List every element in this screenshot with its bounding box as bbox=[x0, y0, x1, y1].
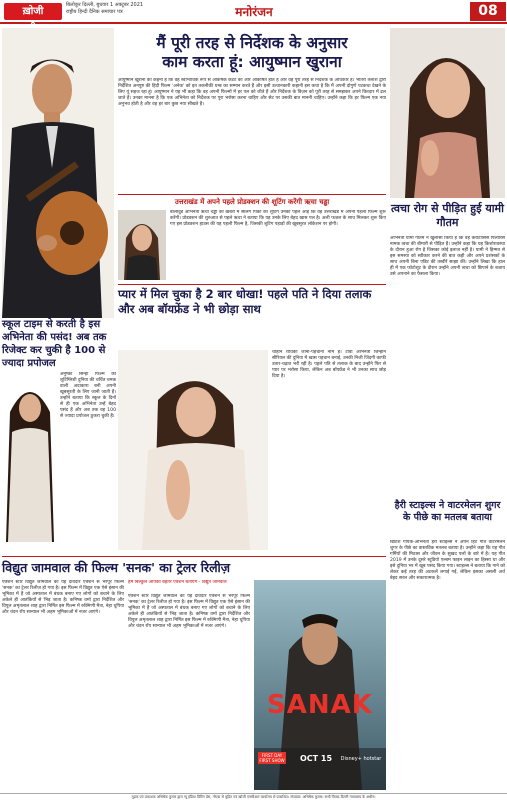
love-story-photo bbox=[118, 350, 268, 550]
sanak-body: एक्शन स्टार विद्युत जामवाल का यह दावेदार एक्शन से भरपूर फिल्म 'सनक' का ट्रेलर रिलीज हो गया है। इस फिल्म में विद्युत एक ऐसे इंसान की भूमिका में हैं जो अस्पताल में बंधक बनाए गए लोगों को बचाने के लिए अकेले ही आतंकियों से भिड़ जाता है। कनिष्क वर्मा द्वारा निर्देशित और विपुल अमृतलाल शाह द्वारा निर्मित इस फिल्म में रुक्मिणी मैत्रा, नेहा धूपिया और चंदन रॉय सान्याल भी अहम भूमिकाओं में नजर आएंगे। bbox=[2, 580, 124, 615]
poster-platform: Disney+ hotstar bbox=[340, 756, 382, 762]
divider bbox=[118, 284, 386, 285]
harry-headline: हैरी स्टाइल्स ने वाटरमेलन शुगर के पीछे का मतलब बताया bbox=[394, 500, 501, 523]
love-body: चौहान राधिका जाना-पहचाना नाम हैं। टीवी अभिनेत्री जिन्होंने सीरियल की दुनिया में खास पहचान बनाई, उनकी निजी जिंदगी काफी उतार-चढ़ाव भरी रही है। पहले पति से तलाक के बाद उन्होंने फिर से प्यार पर भरोसा किया, लेकिन अब बॉयफ्रेंड ने भी उनका साथ छोड़ दिया है। bbox=[272, 350, 386, 379]
lead-headline-line1: मैं पूरी तरह से निर्देशक के अनुसार bbox=[156, 34, 348, 52]
page-number: 08 bbox=[470, 2, 506, 21]
school-body: अनुष्का सिन्हा फिल्म की शूटिंग्लिशी दुनिया की चर्चित चमक वाली अदाकारा बनी अपनी खूबसूरती के लिए जानी जाती हैं। उन्होंने बताया कि स्कूल के दिनों से ही एक अभिनेता उन्हें बेहद पसंद हैं और अब तक वह 100 से ज्यादा प्रपोजल ठुकरा चुकी हैं। bbox=[60, 372, 116, 419]
actress-photo bbox=[2, 372, 58, 542]
sanak-subhead: हम बिल्कुल आपको बेहतर एक्शन बतायेंगे - विद्युत जामवाल bbox=[128, 580, 227, 585]
school-headline: स्कूल टाइम से करती है इस अभिनेता की पसंद! अब तक रिजेक्ट कर चुकी है 100 से ज्यादा प्रपोजल bbox=[2, 319, 107, 369]
divider bbox=[2, 556, 386, 557]
yami-body: अभिनेत्री यामी गौतम ने खुलासा किया है कि वह केराटोसिस पिलारिस नामक त्वचा की बीमारी से पीड़ित हैं। उन्होंने कहा कि यह किशोरावस्था के दौरान हुआ रोग है जिसका कोई इलाज नहीं है। यामी ने हिम्मत से इस समस्या को स्वीकार करने की बात कही और अपने प्रशंसकों के साथ अपनी बिना एडिट की तस्वीरें साझा कीं। उन्होंने लिखा कि हाल ही में एक फोटोशूट के दौरान उन्होंने अपनी त्वचा को छिपाने के बजाय उसे अपनाने का फैसला किया। bbox=[390, 236, 505, 277]
section-title: मनोरंजन bbox=[235, 5, 273, 19]
sanak-headline: विद्युत जामवाल की फिल्म 'सनक' का ट्रेलर रिलीज़ bbox=[2, 560, 231, 575]
footer-imprint: मुद्रक एवं प्रकाशक अभिषेक कुमार द्वारा न्यू इंडिया प्रिंटिंग प्रेस, नोएडा से मुद्रित एवं ख़ोजी एनसीआर कार्यालय से प्रकाशित। संपादक: अभिषेक कुमार। सभी विवाद दिल्ली न्यायालय के अधीन। bbox=[0, 793, 507, 800]
love-headline: प्यार में मिल चुका है 2 बार धोखा! पहले पति ने दिया तलाक और अब बॉयफ्रेंड ने भी छोड़ा साथ bbox=[118, 287, 372, 316]
sanak-body-cont: एक्शन स्टार विद्युत जामवाल का यह दावेदार एक्शन से भरपूर फिल्म 'सनक' का ट्रेलर रिलीज हो गया है। इस फिल्म में विद्युत एक ऐसे इंसान की भूमिका में हैं जो अस्पताल में बंधक बनाए गए लोगों को बचाने के लिए अकेले ही आतंकियों से भिड़ जाता है। कनिष्क वर्मा द्वारा निर्देशित और विपुल अमृतलाल शाह द्वारा निर्मित इस फिल्म में रुक्मिणी मैत्रा, नेहा धूपिया और चंदन रॉय सान्याल भी अहम भूमिकाओं में नजर आएंगे। bbox=[128, 594, 250, 629]
lead-body: आयुष्मान खुराना का कहना है कि वह स्वाभाविक रूप से आकर्षक कंटेंट की ओर आकर्षित होते हैं और वह पूरी तरह से निर्देशक के अधिकार हैं। भीतरा तलाश द्वारा निर्देशित अनपुष्ट की हिंदी फिल्म 'अनेक' को इत तकनीकी धम्ब का सम्मान करते हैं और इसी उत्थानकारी कहानी इस कथा है कि मैं अपनी दोगुणे पटकथा देखने के लिए यूं सहज रहा हूं। आयुष्मान ने यह भी कहा कि वह अपनी फिल्मों में हर पल को जीते हैं और निर्देशक के विज़न को पूरी तरह से समझकर अपने किरदार में ढल जाते हैं। उनका मानना है कि एक अभिनेता को निर्देशक पर पूरा भरोसा करना चाहिए और सेट पर उसकी बात माननी चाहिए। उन्होंने कहा कि हर फिल्म एक नया अनुभव होती है और वह हर बार कुछ नया सीखते हैं। bbox=[118, 78, 386, 107]
poster-badge: FIRST DAY FIRST SHOW bbox=[259, 753, 285, 763]
yami-photo bbox=[390, 28, 505, 198]
divider bbox=[118, 194, 386, 195]
masthead-date: बिलोकुर दिल्ली, बुधवार 1 अक्टूबर 2021 bbox=[66, 2, 144, 8]
richa-photo bbox=[118, 210, 166, 280]
richa-headline: उत्तराखंड में अपने पहले प्रोडक्शन की शूटिंग करेंगी ऋचा चड्ढा bbox=[174, 198, 330, 206]
newspaper-logo: ख़ोजी bbox=[4, 3, 62, 20]
richa-body: बॉलीवुड अभिनेत्री ऋचा चड्ढा को खबरों में सैलिंग पिंकी की शूटिंग उनकी पहले आई कि वह उत्तराखंड में अपनी पहली फिल्म शुरू करेंगी। प्रोडक्शन की शुरुआत से पहले ऋचा ने बताया कि यह उनके लिए बेहद खास पल है। अली फज़ल के साथ मिलकर शुरू किए गए इस प्रोडक्शन हाउस की यह पहली फिल्म है, जिसकी शूटिंग पहाड़ों की खूबसूरत लोकेशन पर होगी। bbox=[170, 210, 386, 227]
ayushmann-photo bbox=[2, 28, 114, 318]
lead-headline-line2: काम करता हूं: आयुष्मान खुराना bbox=[162, 53, 342, 71]
poster-release: OCT 15 bbox=[299, 754, 333, 763]
yami-headline: त्वचा रोग से पीड़ित हुई यामी गौतम bbox=[391, 202, 504, 229]
poster-title: SANAK bbox=[267, 690, 373, 720]
masthead-tagline bbox=[66, 2, 206, 16]
masthead-subtitle: राष्ट्रीय हिन्दी दैनिक समाचार पत्र bbox=[66, 9, 123, 15]
lead-headline bbox=[118, 34, 386, 72]
harry-body: ब्रिटिश गायक-अभिनेता हैरी स्टाइल्स ने अपने हिट गीत वाटरमेलन शुगर के पीछे का वास्तविक मतलब बताया है। उन्होंने कहा कि यह गीत गर्मियों की मिठास और जीवन के सुखद पलों के बारे में है। यह गीत 2019 में उनके दूसरे स्टूडियो एल्बम फाइन लाइन का हिस्सा था और इसे दुनिया भर में खूब पसंद किया गया। स्टाइल्स ने बताया कि गाने को लेकर कई तरह की अटकलें लगाई गईं, लेकिन इसका असली अर्थ बेहद सरल और सकारात्मक है। bbox=[390, 540, 505, 581]
